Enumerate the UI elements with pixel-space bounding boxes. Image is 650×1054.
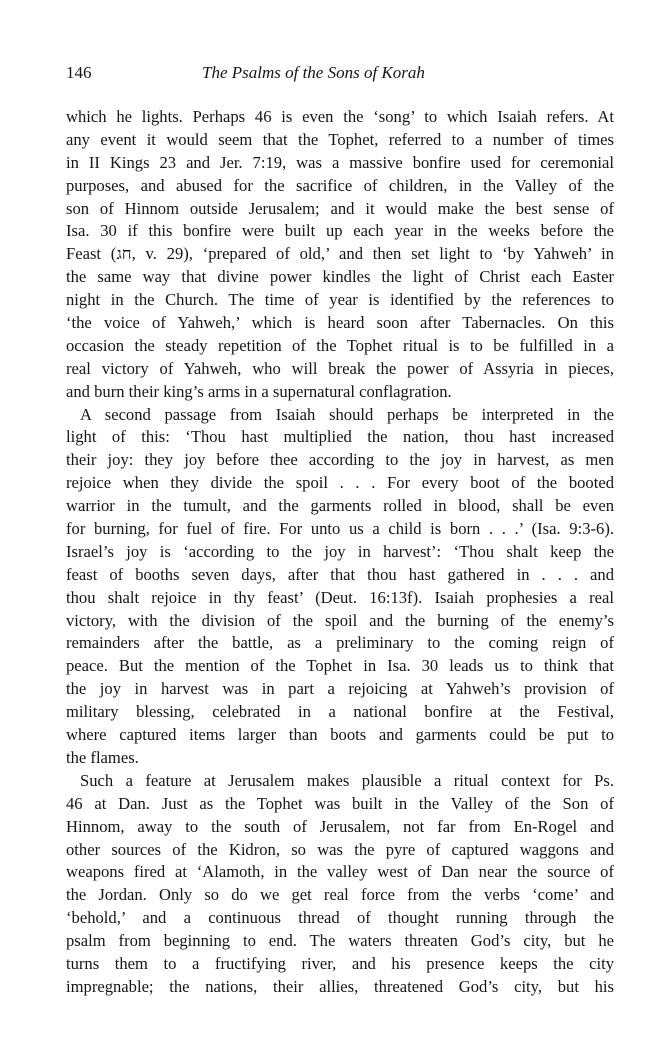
page-number: 146 — [66, 63, 92, 82]
page-header — [66, 58, 614, 88]
body-text — [66, 106, 614, 999]
text-line: in II Kings 23 and Jer. 7:19, was a massive bonfire used for ceremonial — [66, 152, 614, 172]
text-line: which he lights. Perhaps 46 is even the ‘song’ to which Isaiah refers. At — [66, 107, 614, 126]
book-page — [66, 58, 614, 999]
text-line: victory, with the division of the spoil and the burning of the enemy’s — [66, 610, 614, 630]
text-line: Isa. 30 if this bonfire were built up each year in the weeks before the — [66, 221, 614, 241]
text-line: purposes, and abused for the sacrifice of children, in the Valley of the — [66, 175, 614, 195]
text-line: real victory of Yahweh, who will break the power of Assyria in pieces, — [66, 358, 614, 378]
text-line: 46 at Dan. Just as the Tophet was built in the Valley of the Son of — [66, 793, 614, 813]
text-line: the Jordan. Only so do we get real force from the verbs ‘come’ and — [66, 885, 614, 905]
text-line: Hinnom, away to the south of Jerusalem, not far from En-Rogel and — [66, 816, 614, 836]
text-line: the same way that divine power kindles the light of Christ each Easter — [66, 267, 614, 287]
text-line: peace. But the mention of the Tophet in Isa. 30 leads us to think that — [66, 656, 614, 676]
text-line: night in the Church. The time of year is identified by the references to — [66, 290, 614, 310]
text-line: any event it would seem that the Tophet, referred to a number of times — [66, 129, 614, 149]
text-line: son of Hinnom outside Jerusalem; and it would make the best sense of — [66, 198, 614, 218]
text-line: light of this: ‘Thou hast multiplied the nation, thou hast increased — [66, 427, 614, 447]
text-line: Feast (חג, v. 29), ‘prepared of old,’ and then set light to ‘by Yahweh’ in — [66, 244, 614, 264]
text-line: for burning, for fuel of fire. For unto us a child is born . . .’ (Isa. 9:3-6). — [66, 519, 614, 539]
text-line: and burn their king’s arms in a supernatural conflagration. — [66, 381, 452, 401]
text-line: ‘the voice of Yahweh,’ which is heard soon after Tabernacles. On this — [66, 313, 614, 333]
text-line: the joy in harvest was in part a rejoicing at Yahweh’s provision of — [66, 679, 614, 699]
text-line: occasion the steady repetition of the Tophet ritual is to be fulfilled in a — [66, 335, 614, 355]
text-line: where captured items larger than boots and garments could be put to — [66, 725, 614, 745]
text-line: military blessing, celebrated in a national bonfire at the Festival, — [66, 702, 614, 722]
text-line: the flames. — [66, 747, 139, 767]
text-line: remainders after the battle, as a preliminary to the coming reign of — [66, 633, 614, 653]
text-line: Israel’s joy is ‘according to the joy in harvest’: ‘Thou shalt keep the — [66, 541, 614, 561]
text-line: weapons fired at ‘Alamoth, in the valley west of Dan near the source of — [66, 862, 614, 882]
text-line: warrior in the tumult, and the garments rolled in blood, shall be even — [66, 496, 614, 516]
text-line: thou shalt rejoice in thy feast’ (Deut. 16:13f). Isaiah prophesies a real — [66, 587, 614, 607]
text-line: turns them to a fructifying river, and his presence keeps the city — [66, 953, 614, 973]
text-line: rejoice when they divide the spoil . . . For every boot of the booted — [66, 473, 614, 493]
text-line: ‘behold,’ and a continuous thread of thought running through the — [66, 908, 614, 928]
text-line: impregnable; the nations, their allies, threatened God’s city, but his — [66, 976, 614, 996]
text-line: other sources of the Kidron, so was the pyre of captured waggons and — [66, 839, 614, 859]
text-line: A second passage from Isaiah should perhaps be interpreted in the — [80, 404, 614, 424]
text-line: their joy: they joy before thee according to the joy in harvest, as men — [66, 450, 614, 470]
text-line: feast of booths seven days, after that thou hast gathered in . . . and — [66, 564, 614, 584]
running-title: The Psalms of the Sons of Korah — [202, 63, 425, 82]
text-line: Such a feature at Jerusalem makes plausible a ritual context for Ps. — [80, 770, 614, 790]
text-line: psalm from beginning to end. The waters threaten God’s city, but he — [66, 931, 614, 951]
